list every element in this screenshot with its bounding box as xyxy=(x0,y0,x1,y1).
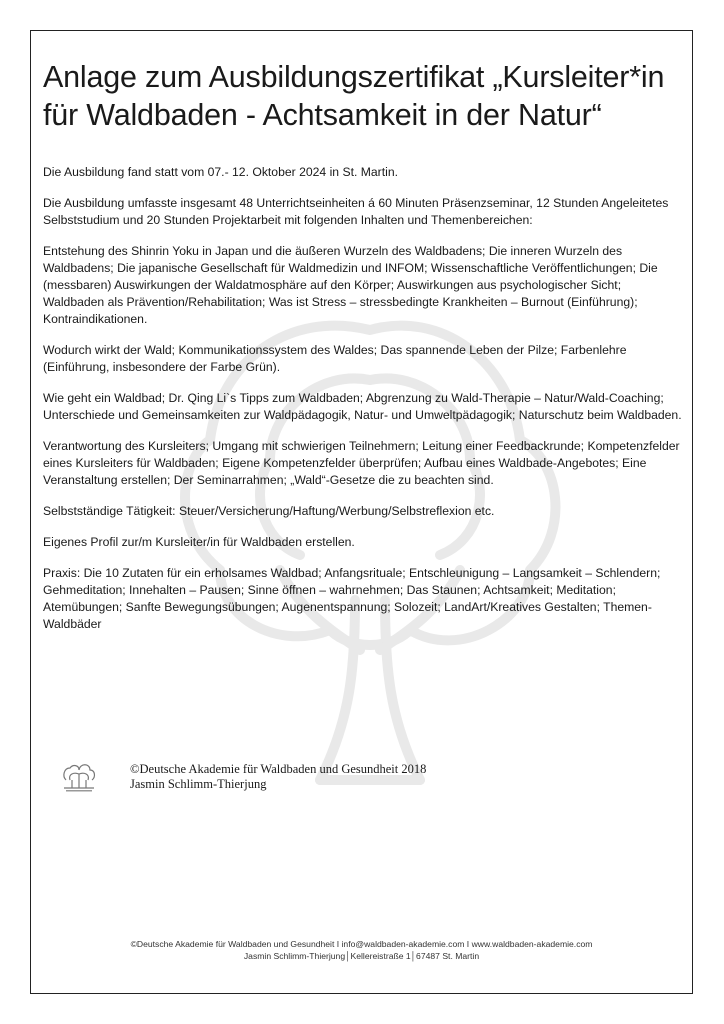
paragraph-practice: Praxis: Die 10 Zutaten für ein erholsames Waldbad; Anfangsrituale; Entschleunigung – Langsamkeit – Schlendern; Gehmeditation; Innehalten – Pausen; Sinne öffnen – wahrnehmen; Das Staunen; Achtsamkeit; Meditation; Atemübungen; Sanfte Bewegungsübungen; Augenentspannung; Solozeit; LandArt/Kreatives Gestalten; Themen-Waldbäder xyxy=(43,566,661,631)
paragraph-forest-effects: Wodurch wirkt der Wald; Kommunikationssystem des Waldes; Das spannende Leben der Pilze; Farbenlehre (Einführung, insbesondere der Farbe Grün). xyxy=(43,343,627,374)
signature-name: Jasmin Schlimm-Thierjung xyxy=(130,777,267,791)
footer-address: Jasmin Schlimm-Thierjung│Kellereistraße 1│67487 St. Martin xyxy=(243,951,480,961)
body-text xyxy=(43,164,683,647)
paragraph-responsibility: Verantwortung des Kursleiters; Umgang mit schwierigen Teilnehmern; Leitung einer Feedbackrunde; Kompetenzfelder eines Kursleiters für Waldbaden; Eigene Kompetenzfelder überprüfen; Aufbau eines Waldbade-Angebotes; Eine Veranstaltung erstellen; Der Seminarrahmen; „Wald“-Gesetze die zu beachten sind. xyxy=(43,439,680,487)
paragraph-dates: Die Ausbildung fand statt vom 07.- 12. Oktober 2024 in St. Martin. xyxy=(43,165,398,179)
paragraph-self-employment: Selbstständige Tätigkeit: Steuer/Versicherung/Haftung/Werbung/Selbstreflexion etc. xyxy=(43,504,495,518)
footer xyxy=(30,938,693,962)
paragraph-profile: Eigenes Profil zur/m Kursleiter/in für Waldbaden erstellen. xyxy=(43,535,355,549)
paragraph-origins: Entstehung des Shinrin Yoku in Japan und die äußeren Wurzeln des Waldbadens; Die inneren Wurzeln des Waldbadens; Die japanische Gesellschaft für Waldmedizin und INFOM; Wissenschaftliche Veröffentlichungen; Die (messbaren) Auswirkungen der Waldatmosphäre auf den Körper; Auswirkungen aus psychologischer Sicht; Waldbaden als Prävention/Rehabilitation; Was ist Stress – stressbedingte Krankheiten – Burnout (Einführung); Kontraindikationen. xyxy=(43,244,658,326)
page-title: Anlage zum Ausbildungszertifikat „Kursleiter*in für Waldbaden - Achtsamkeit in der Natur“ xyxy=(43,60,665,132)
signature-block xyxy=(130,762,426,792)
footer-contact: ©Deutsche Akademie für Waldbaden und Gesundheit I info@waldbaden-akademie.com I www.waldbaden-akademie.com xyxy=(130,939,593,949)
three-trees-logo-icon xyxy=(60,760,98,794)
paragraph-scope: Die Ausbildung umfasste insgesamt 48 Unterrichtseinheiten á 60 Minuten Präsenzseminar, 12 Stunden Angeleitetes Selbststudium und 20 Stunden Projektarbeit mit folgenden Inhalten und Themenbereichen: xyxy=(43,196,669,227)
signature-organization: ©Deutsche Akademie für Waldbaden und Gesundheit 2018 xyxy=(130,762,427,776)
paragraph-how-to: Wie geht ein Waldbad; Dr. Qing Li`s Tipps zum Waldbaden; Abgrenzung zu Wald-Therapie – Natur/Wald-Coaching; Unterschiede und Gemeinsamkeiten zur Waldpädagogik, Natur- und Umweltpädagogik; Naturschutz beim Waldbaden. xyxy=(43,391,682,422)
